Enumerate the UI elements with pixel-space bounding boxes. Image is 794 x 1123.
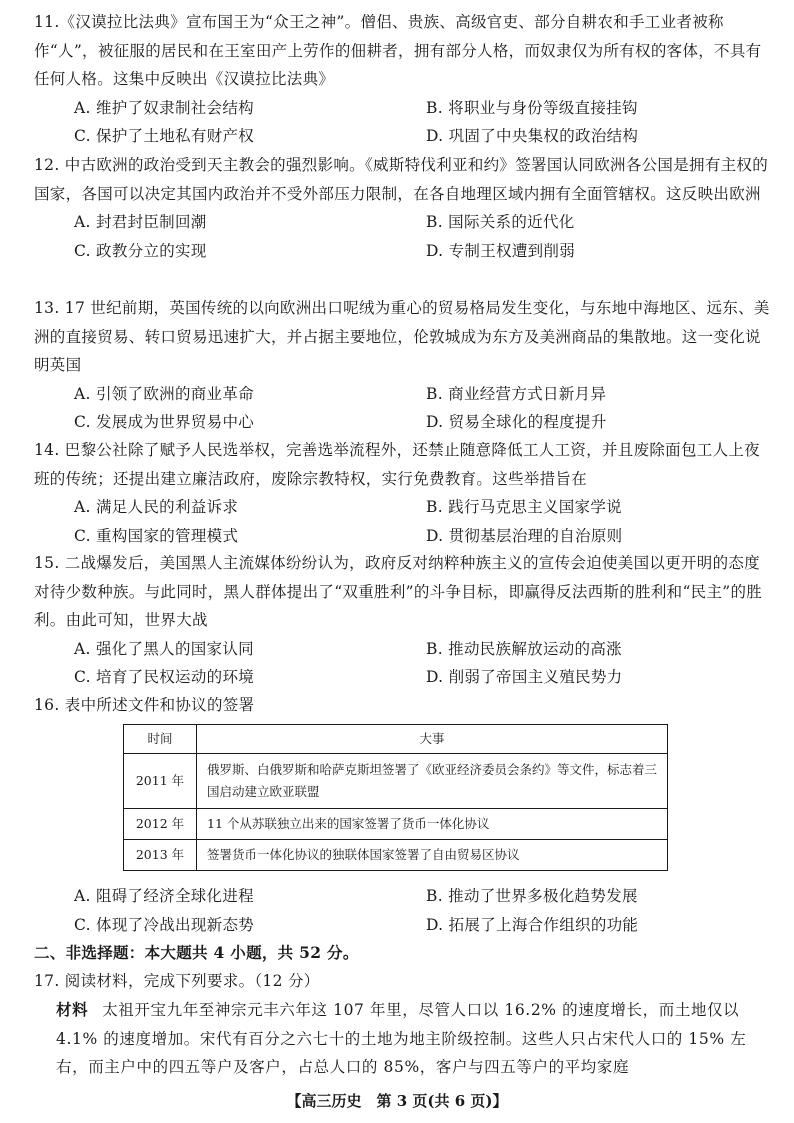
table-cell-year: 2012 年	[124, 809, 197, 840]
table-header: 大事	[197, 725, 668, 754]
question-stem: 16. 表中所述文件和协议的签署	[34, 696, 255, 714]
option-b: B. 商业经营方式日新月异	[426, 384, 607, 403]
question-14	[34, 436, 774, 550]
option-d: D. 贸易全球化的程度提升	[426, 413, 607, 431]
option-b: B. 践行马克思主义国家学说	[426, 498, 622, 516]
option-c: C. 保护了土地私有财产权	[74, 127, 255, 145]
options	[34, 882, 774, 939]
table-cell-year: 2011 年	[124, 754, 197, 809]
question-11	[34, 8, 774, 151]
material-label: 材料	[56, 1000, 89, 1019]
material-text: 太祖开宝九年至神宗元丰六年这 107 年里，尽管人口以 16.2% 的速度增长，而土地仅以 4.1% 的速度增加。宋代有百分之六七十的土地为地主阶级控制。这些人只占宋代人口的 15% 左右，而主户中的四五等户及客户，占总人口的 85%，客户与四五等户的平均家庭	[56, 1001, 747, 1076]
option-d: D. 贯彻基层治理的自治原则	[426, 526, 623, 545]
option-c: C. 重构国家的管理模式	[74, 526, 239, 545]
option-d: D. 专制王权遭到削弱	[426, 241, 576, 260]
question-16-options	[34, 882, 774, 939]
option-a: A. 阻碍了经济全球化进程	[74, 887, 254, 905]
option-a: A. 引领了欧洲的商业革命	[74, 384, 254, 403]
option-c: C. 政教分立的实现	[74, 241, 207, 260]
table-header: 时间	[124, 725, 197, 754]
question-13	[34, 294, 774, 437]
question-stem: 15. 二战爆发后，美国黑人主流媒体纷纷认为，政府反对纳粹种族主义的宣传会迫使美国以更开明的态度对待少数种族。与此同时，黑人群体提出了“双重胜利”的斗争目标，即赢得反法西斯的胜利和“民主”的胜利。由此可知，世界大战	[34, 554, 763, 629]
option-c: C. 培育了民权运动的环境	[74, 668, 255, 686]
table-row	[124, 754, 668, 809]
options	[34, 635, 774, 692]
question-stem: 13. 17 世纪前期，英国传统的以向欧洲出口呢绒为重心的贸易格局发生变化，与东地中海地区、远东、美洲的直接贸易、转口贸易迅速扩大，并占据主要地位，伦敦城成为东方及美洲商品的集散地。这一变化说明英国	[34, 299, 770, 374]
question-15	[34, 549, 774, 692]
table-cell-event: 11 个从苏联独立出来的国家签署了货币一体化协议	[197, 809, 668, 840]
question-stem: 14. 巴黎公社除了赋予人民选举权，完善选举流程外，还禁止随意降低工人工资，并且废除面包工人上夜班的传统；还提出建立廉洁政府，废除宗教特权，实行免费教育。这些举措旨在	[34, 441, 760, 488]
table-header-row	[124, 725, 668, 754]
option-b: B. 推动民族解放运动的高涨	[426, 639, 622, 658]
question-16	[34, 691, 774, 720]
table-row	[124, 840, 668, 871]
options	[34, 493, 774, 550]
option-d: D. 削弱了帝国主义殖民势力	[426, 668, 623, 686]
question-stem: 12. 中古欧洲的政治受到天主教会的强烈影响。《威斯特伐利亚和约》签署国认同欧洲各公国是拥有主权的国家，各国可以决定其国内政治并不受外部压力限制，在各自地理区域内拥有全面管辖权。这反映出欧洲	[34, 156, 769, 203]
question-stem: 11.《汉谟拉比法典》宣布国王为“众王之神”。僧侣、贵族、高级官吏、部分自耕农和手工业者被称作“人”，被征服的居民和在王室田产上劳作的佃耕者，拥有部分人格，而奴隶仅为所有权的客体，不具有任何人格。这集中反映出《汉谟拉比法典》	[34, 13, 762, 88]
options	[34, 380, 774, 437]
option-b: B. 国际关系的近代化	[426, 213, 575, 231]
option-a: A. 维护了奴隶制社会结构	[74, 98, 254, 117]
option-a: A. 封君封臣制回潮	[74, 213, 207, 231]
option-b: B. 推动了世界多极化趋势发展	[426, 887, 638, 905]
page-footer: 【高三历史 第 3 页(共 6 页)】	[286, 1092, 508, 1110]
option-a: A. 强化了黑人的国家认同	[74, 639, 254, 658]
table-row	[124, 809, 668, 840]
table-cell-event: 签署货币一体化协议的独联体国家签署了自由贸易区协议	[197, 840, 668, 871]
table-cell-year: 2013 年	[124, 840, 197, 871]
options	[34, 208, 774, 265]
table-cell-event: 俄罗斯、白俄罗斯和哈萨克斯坦签署了《欧亚经济委员会条约》等文件，标志着三国启动建立欧亚联盟	[197, 754, 668, 809]
options	[34, 94, 774, 151]
option-d: D. 拓展了上海合作组织的功能	[426, 915, 639, 934]
question-12	[34, 151, 774, 265]
events-table	[123, 724, 668, 871]
question-17: 17. 阅读材料，完成下列要求。（12 分）	[34, 972, 320, 990]
option-b: B. 将职业与身份等级直接挂钩	[426, 98, 638, 117]
material-block	[56, 996, 766, 1082]
section-heading: 二、非选择题：本大题共 4 小题，共 52 分。	[34, 943, 359, 962]
option-d: D. 巩固了中央集权的政治结构	[426, 127, 639, 145]
option-c: C. 体现了冷战出现新态势	[74, 915, 255, 934]
option-c: C. 发展成为世界贸易中心	[74, 413, 255, 431]
option-a: A. 满足人民的利益诉求	[74, 498, 239, 516]
